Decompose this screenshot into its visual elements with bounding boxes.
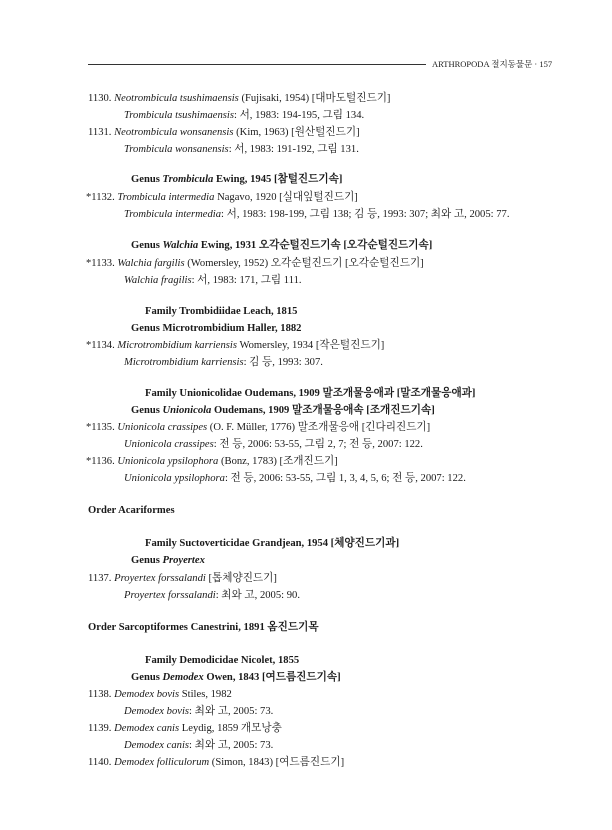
genus-author: Ewing, 1945 [참털진드기속] (213, 174, 343, 185)
species-author: Womersley, 1934 [작은털진드기] (236, 340, 385, 351)
genus-prefix: Genus (131, 405, 163, 416)
genus-name: Demodex (162, 672, 204, 683)
species-author: (Kim, 1963) [원산털진드기] (233, 127, 360, 138)
genus-name: Unionicola (162, 405, 212, 416)
synonym-1134 (124, 357, 323, 369)
entry-1131-line (88, 127, 360, 139)
synonym-1133 (124, 275, 302, 287)
synonym-name: Demodex bovis (124, 706, 190, 717)
species-author: (O. F. Müller, 1776) 말조개물응애 [긴다리진드기] (207, 422, 431, 433)
synonym-1139 (124, 740, 273, 752)
synonym-name: Demodex canis (124, 740, 190, 751)
synonym-reference: : 서, 1983: 171, 그림 111. (191, 275, 302, 286)
species-author: (Simon, 1843) [여드름진드기] (209, 757, 345, 768)
genus-prefix: Genus (131, 555, 163, 566)
genus-walchia (131, 240, 432, 252)
entry-number: *1132. (86, 192, 115, 203)
genus-prefix: Genus (131, 672, 163, 683)
species-name: Demodex bovis (114, 689, 180, 700)
synonym-name: Trombicula tsushimaensis (124, 110, 234, 121)
entry-1132-line (86, 192, 358, 204)
entry-number: 1139. (88, 723, 112, 734)
genus-name: Walchia (162, 240, 199, 251)
species-author: (Fujisaki, 1954) [대마도털진드기] (238, 93, 391, 104)
synonym-1137 (124, 590, 300, 602)
species-author: Stiles, 1982 (179, 689, 232, 700)
synonym-name: Unionicola ypsilophora (124, 473, 225, 484)
synonym-1136 (124, 473, 466, 485)
genus-name: Trombicula (162, 174, 214, 185)
synonym-name: Unionicola crassipes (124, 439, 214, 450)
entry-number: *1136. (86, 456, 115, 467)
species-name: Proyertex forssalandi (114, 573, 206, 584)
synonym-name: Proyertex forssalandi (124, 590, 216, 601)
synonym-name: Trombicula wonsanensis (124, 144, 229, 155)
genus-prefix: Genus (131, 174, 163, 185)
family-unionicolidae: Family Unionicolidae Oudemans, 1909 말조개물응애과 [말조개물응애과] (145, 388, 476, 399)
synonym-1138 (124, 706, 273, 718)
species-author: (Bonz, 1783) [조개진드기] (218, 456, 338, 467)
entry-number: *1135. (86, 422, 115, 433)
entry-1130-line (88, 93, 390, 105)
entry-number: 1140. (88, 757, 112, 768)
genus-demodex (131, 672, 341, 684)
order-sarcoptiformes: Order Sarcoptiformes Canestrini, 1891 옴진드기목 (88, 622, 319, 633)
entry-number: 1130. (88, 93, 112, 104)
entry-1134-line (86, 340, 384, 352)
synonym-reference: : 전 등, 2006: 53-55, 그림 2, 7; 전 등, 2007: 122. (213, 439, 423, 450)
family-demodicidae: Family Demodicidae Nicolet, 1855 (145, 655, 300, 666)
synonym-reference: : 최와 고, 2005: 73. (189, 740, 274, 751)
synonym-name: Walchia fragilis (124, 275, 192, 286)
synonym-1131 (124, 144, 359, 156)
synonym-reference: : 서, 1983: 191-192, 그림 131. (228, 144, 359, 155)
family-trombidiidae: Family Trombidiidae Leach, 1815 (145, 306, 298, 317)
genus-author: Ewing, 1931 오각순털진드기속 [오각순털진드기속] (198, 240, 433, 251)
running-header: ARTHROPODA 절지동물문 · 157 (432, 59, 553, 69)
synonym-reference: : 전 등, 2006: 53-55, 그림 1, 3, 4, 5, 6; 전 등, 2007: 122. (224, 473, 466, 484)
header-rule (88, 64, 426, 65)
synonym-1130 (124, 110, 364, 122)
family-suctoverticidae: Family Suctoverticidae Grandjean, 1954 [체양진드기과] (145, 538, 400, 549)
species-name: Demodex canis (114, 723, 180, 734)
synonym-reference: : 김 등, 1993: 307. (243, 357, 323, 368)
genus-unionicola (131, 405, 435, 417)
species-name: Walchia fargilis (117, 258, 185, 269)
species-name: Neotrombicula tsushimaensis (114, 93, 239, 104)
species-name: Microtrombidium karriensis (117, 340, 237, 351)
genus-name: Proyertex (162, 555, 205, 566)
entry-1138-line (88, 689, 232, 701)
entry-1135-line (86, 422, 430, 434)
species-name: Neotrombicula wonsanensis (114, 127, 234, 138)
species-author: Nagavo, 1920 [실대잎털진드기] (214, 192, 358, 203)
synonym-reference: : 서, 1983: 198-199, 그림 138; 김 등, 1993: 307; 최와 고, 2005: 77. (221, 209, 510, 220)
species-author: [톱체양진드기] (205, 573, 277, 584)
entry-1137-line (88, 573, 277, 585)
entry-1139-line (88, 723, 282, 735)
genus-microtrombidium: Genus Microtrombidium Haller, 1882 (131, 323, 302, 334)
entry-number: 1131. (88, 127, 112, 138)
entry-number: 1137. (88, 573, 112, 584)
entry-1136-line (86, 456, 338, 468)
genus-author: Owen, 1843 [여드름진드기속] (203, 672, 341, 683)
synonym-reference: : 최와 고, 2005: 73. (189, 706, 274, 717)
synonym-name: Trombicula intermedia (124, 209, 222, 220)
synonym-1135 (124, 439, 423, 451)
species-name: Demodex folliculorum (114, 757, 210, 768)
genus-proyertex (131, 555, 205, 567)
synonym-name: Microtrombidium karriensis (124, 357, 244, 368)
order-acariformes: Order Acariformes (88, 505, 175, 516)
entry-number: *1134. (86, 340, 115, 351)
genus-trombicula (131, 174, 342, 186)
species-name: Trombicula intermedia (117, 192, 215, 203)
species-name: Unionicola crassipes (117, 422, 208, 433)
entry-1133-line (86, 258, 424, 270)
synonym-1132 (124, 209, 509, 221)
species-author: Leydig, 1859 개모낭충 (179, 723, 282, 734)
species-author: (Womersley, 1952) 오각순털진드기 [오각순털진드기] (184, 258, 424, 269)
synonym-reference: : 서, 1983: 194-195, 그림 134. (233, 110, 365, 121)
genus-prefix: Genus (131, 240, 163, 251)
entry-number: 1138. (88, 689, 112, 700)
species-name: Unionicola ypsilophora (117, 456, 219, 467)
entry-number: *1133. (86, 258, 115, 269)
synonym-reference: : 최와 고, 2005: 90. (215, 590, 300, 601)
entry-1140-line (88, 757, 344, 769)
genus-author: Oudemans, 1909 말조개물응애속 [조개진드기속] (211, 405, 435, 416)
